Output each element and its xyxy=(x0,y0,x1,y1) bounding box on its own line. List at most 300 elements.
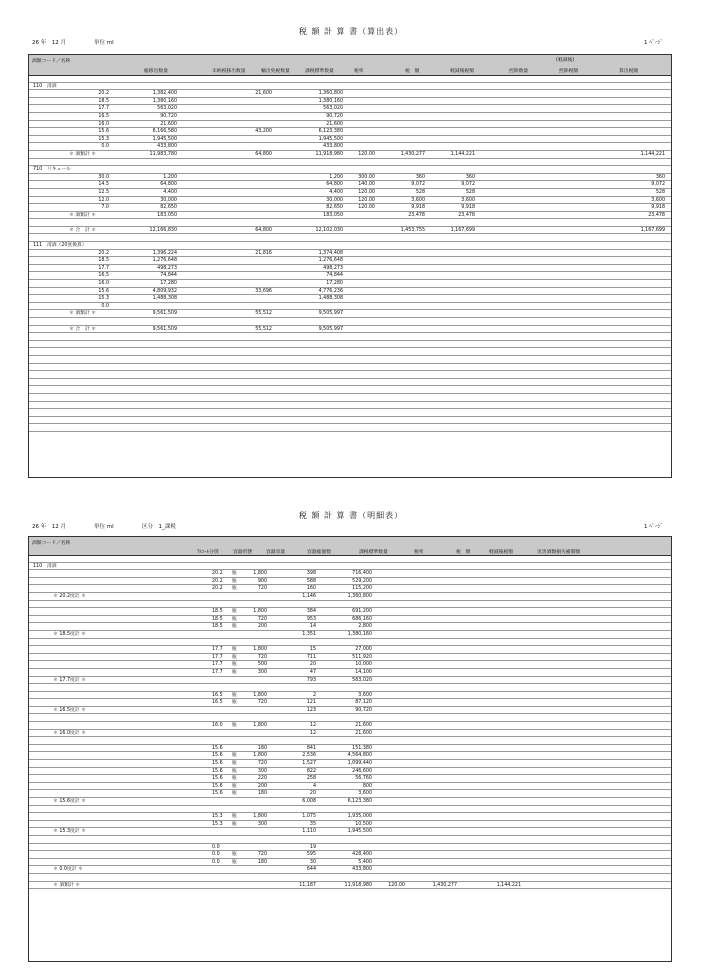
detail-cell: ＊ 15.3度計 ＊ xyxy=(53,829,86,835)
summary-cell: 1,945,500 xyxy=(152,136,177,142)
detail-cell: 47 xyxy=(309,669,316,675)
detail-cell: 720 xyxy=(257,654,267,660)
detail-cell: 瓶 xyxy=(232,753,237,759)
summary-cell: 30.0 xyxy=(98,174,109,180)
detail-cell: 56,760 xyxy=(355,776,372,782)
detail-table-row xyxy=(29,646,671,654)
detail-cell: 30 xyxy=(309,859,316,865)
summary-sheet xyxy=(0,0,702,480)
summary-cell: 563,020 xyxy=(157,106,177,112)
summary-table-row xyxy=(29,280,671,288)
summary-cell: 21,600 xyxy=(160,121,177,127)
summary-table-row xyxy=(29,181,671,189)
detail-cell: 1,800 xyxy=(253,692,267,698)
detail-cell: 10,000 xyxy=(355,662,372,668)
detail-cell: 1,800 xyxy=(253,571,267,577)
summary-cell: 18.5 xyxy=(98,98,109,104)
summary-cell: 16.5 xyxy=(98,273,109,279)
detail-table-row xyxy=(29,555,671,563)
detail-cell: 428,400 xyxy=(352,852,372,858)
summary-cell: 21,600 xyxy=(326,121,343,127)
detail-table-row xyxy=(29,654,671,662)
summary-table xyxy=(28,54,672,478)
detail-year-month: 26 年 12 月 xyxy=(32,524,66,530)
detail-cell: 300 xyxy=(257,768,267,774)
detail-cell: 6,008 xyxy=(302,799,316,804)
detail-cell: 716,400 xyxy=(352,571,372,577)
summary-cell: 16.0 xyxy=(98,121,109,127)
detail-table-row xyxy=(29,768,671,776)
summary-header-col: 輸出免税数量 xyxy=(261,69,290,74)
summary-cell: 74,844 xyxy=(326,273,343,279)
summary-cell: 120.00 xyxy=(358,205,375,211)
summary-cell: 4,400 xyxy=(163,189,177,195)
detail-cell: ＊ 0.0度計 ＊ xyxy=(53,867,83,873)
detail-cell: 1,099,440 xyxy=(347,761,372,767)
summary-cell: 21,816 xyxy=(255,250,272,256)
summary-cell: 0.0 xyxy=(101,303,109,309)
summary-table-body xyxy=(29,75,671,432)
summary-cell: 528 xyxy=(465,189,475,195)
detail-cell: 瓶 xyxy=(232,700,237,706)
detail-header-col: 税 額 xyxy=(456,550,471,555)
summary-cell: 6,123,380 xyxy=(318,129,343,135)
summary-cell: 710 リキュール xyxy=(33,167,71,173)
detail-cell: 691,200 xyxy=(352,609,372,615)
summary-cell: 20.2 xyxy=(98,250,109,256)
detail-table-row xyxy=(29,821,671,829)
detail-table-row xyxy=(29,623,671,631)
detail-table-row xyxy=(29,585,671,593)
summary-cell: 12.0 xyxy=(98,197,109,203)
detail-cell: 1,945,500 xyxy=(347,829,372,835)
summary-table-row xyxy=(29,386,671,394)
detail-cell: 720 xyxy=(257,616,267,622)
detail-cell: 384 xyxy=(306,609,316,615)
detail-table-row xyxy=(29,828,671,836)
detail-table-row xyxy=(29,639,671,647)
summary-cell: 1,396,224 xyxy=(152,250,177,256)
summary-table-row xyxy=(29,250,671,258)
summary-cell: ＊ 酒類計 ＊ xyxy=(69,311,97,317)
detail-cell: ＊ 18.5度計 ＊ xyxy=(53,631,86,637)
detail-table-row xyxy=(29,866,671,874)
detail-cell: 120.00 xyxy=(388,882,405,888)
summary-cell: 1,200 xyxy=(329,174,343,180)
detail-cell: 720 xyxy=(257,700,267,706)
summary-cell: 9,561,509 xyxy=(152,311,177,317)
detail-table-row xyxy=(29,563,671,571)
summary-cell: 82,650 xyxy=(160,205,177,211)
detail-cell: 瓶 xyxy=(232,609,237,615)
summary-cell: 15.3 xyxy=(98,136,109,142)
detail-cell: 900 xyxy=(257,578,267,584)
summary-cell: 528 xyxy=(415,189,425,195)
summary-cell: 1,945,500 xyxy=(318,136,343,142)
detail-category: 区分 1_課税 xyxy=(142,524,176,530)
detail-header-col: 災害酒類損失補償額 xyxy=(537,550,581,555)
summary-table-row xyxy=(29,166,671,174)
detail-cell: 瓶 xyxy=(232,821,237,827)
detail-cell: 20.2 xyxy=(212,571,223,577)
detail-table-row xyxy=(29,570,671,578)
summary-cell: 1,276,648 xyxy=(152,258,177,264)
detail-header-col: 税率 xyxy=(414,550,424,555)
summary-cell: 183,050 xyxy=(323,212,343,218)
detail-cell: 12 xyxy=(309,730,316,736)
summary-header-col: 税 額 xyxy=(405,69,420,74)
summary-cell: 140.00 xyxy=(358,182,375,188)
summary-table-row xyxy=(29,326,671,334)
detail-cell: 800 xyxy=(362,783,372,789)
summary-cell: 7.0 xyxy=(101,205,109,211)
summary-table-header xyxy=(29,55,671,76)
detail-title: 税 額 計 算 書（明細表） xyxy=(298,511,404,520)
detail-cell: 21,600 xyxy=(355,730,372,736)
detail-cell: 200 xyxy=(257,783,267,789)
summary-cell: 1,144,221 xyxy=(450,151,475,157)
detail-header-code-name: 酒類コード／名称 xyxy=(32,541,71,546)
summary-cell: 120.00 xyxy=(358,151,375,157)
summary-cell: 12,102,030 xyxy=(315,227,343,233)
detail-cell: 17.7 xyxy=(212,647,223,653)
summary-cell: 6,166,580 xyxy=(152,129,177,135)
summary-cell: 1,453,755 xyxy=(400,227,425,233)
detail-cell: ＊ 20.2度計 ＊ xyxy=(53,593,86,599)
detail-cell: 511,920 xyxy=(352,654,372,660)
detail-table-row xyxy=(29,714,671,722)
detail-header-col: ｱﾙｺｰﾙ分別 xyxy=(197,550,219,555)
detail-cell: 220 xyxy=(257,776,267,782)
detail-cell: 14,100 xyxy=(355,669,372,675)
summary-cell: 9,072 xyxy=(461,182,475,188)
summary-table-row xyxy=(29,234,671,242)
detail-cell: 瓶 xyxy=(232,578,237,584)
detail-cell: 瓶 xyxy=(232,624,237,630)
detail-table-row xyxy=(29,806,671,814)
detail-cell: 2 xyxy=(312,692,316,698)
detail-table-row xyxy=(29,882,671,890)
summary-cell: 120.00 xyxy=(358,189,375,195)
summary-table-row xyxy=(29,204,671,212)
summary-cell: 4,400 xyxy=(329,189,343,195)
summary-cell: 1,488,308 xyxy=(152,296,177,302)
summary-cell: 1,360,800 xyxy=(318,91,343,97)
summary-header-note: (軽減後) xyxy=(556,58,575,63)
summary-cell: 183,050 xyxy=(157,212,177,218)
summary-cell: 15.6 xyxy=(98,129,109,135)
detail-cell: 433,800 xyxy=(352,867,372,873)
summary-table-row xyxy=(29,219,671,227)
detail-cell: 841 xyxy=(306,745,316,751)
summary-cell: 82,650 xyxy=(326,205,343,211)
detail-cell: 953 xyxy=(306,616,316,622)
detail-cell: 1,800 xyxy=(253,723,267,729)
detail-cell: 瓶 xyxy=(232,662,237,668)
detail-table-row xyxy=(29,859,671,867)
detail-cell: 180 xyxy=(257,859,267,865)
detail-cell: 11,918,980 xyxy=(344,882,372,888)
detail-cell: 20.2 xyxy=(212,578,223,584)
detail-table-body xyxy=(29,555,671,889)
detail-table-row xyxy=(29,601,671,609)
summary-cell: 74,844 xyxy=(160,273,177,279)
summary-cell: 9,505,997 xyxy=(318,311,343,317)
detail-table-row xyxy=(29,661,671,669)
detail-cell: 16.0 xyxy=(212,723,223,729)
summary-header-col: 税率 xyxy=(354,69,364,74)
detail-cell: 瓶 xyxy=(232,859,237,865)
detail-cell: 20.2 xyxy=(212,586,223,592)
summary-cell: 9,072 xyxy=(651,182,665,188)
summary-table-row xyxy=(29,257,671,265)
summary-cell: 360 xyxy=(415,174,425,180)
summary-cell: 360 xyxy=(655,174,665,180)
summary-table-row xyxy=(29,113,671,121)
summary-cell: 15.6 xyxy=(98,288,109,294)
detail-cell: 1,800 xyxy=(253,814,267,820)
summary-cell: 64,800 xyxy=(255,151,272,157)
summary-table-row xyxy=(29,288,671,296)
detail-cell: 4,564,800 xyxy=(347,753,372,759)
detail-cell: 151,380 xyxy=(352,745,372,751)
summary-cell: ＊ 合 計 ＊ xyxy=(69,326,97,332)
detail-header-col: 課税標準数量 xyxy=(359,550,388,555)
detail-cell: 2,536 xyxy=(302,753,316,759)
summary-cell: 9,505,997 xyxy=(318,326,343,332)
summary-cell: 360 xyxy=(465,174,475,180)
summary-page-number: 1 ﾍﾟｰｼﾞ xyxy=(644,40,663,46)
detail-table-row xyxy=(29,677,671,685)
detail-cell: 1,800 xyxy=(253,609,267,615)
detail-cell: 27,000 xyxy=(355,647,372,653)
detail-cell: 3,600 xyxy=(358,692,372,698)
detail-cell: 15.6 xyxy=(212,791,223,797)
detail-table-row xyxy=(29,593,671,601)
summary-header-col: 控除数量 xyxy=(509,69,529,74)
summary-table-row xyxy=(29,265,671,273)
detail-cell: 529,200 xyxy=(352,578,372,584)
summary-cell: 64,800 xyxy=(255,227,272,233)
detail-table-row xyxy=(29,851,671,859)
detail-cell: 16.5 xyxy=(212,700,223,706)
summary-table-row xyxy=(29,75,671,83)
summary-header-code-name: 酒類コード／名称 xyxy=(32,59,71,64)
detail-cell: 瓶 xyxy=(232,571,237,577)
detail-table-row xyxy=(29,844,671,852)
detail-cell: 14 xyxy=(309,624,316,630)
detail-table-row xyxy=(29,737,671,745)
summary-cell: 15.3 xyxy=(98,296,109,302)
summary-cell: 1,380,160 xyxy=(152,98,177,104)
detail-table-row xyxy=(29,752,671,760)
detail-cell: 20 xyxy=(309,791,316,797)
detail-cell: 398 xyxy=(306,571,316,577)
summary-table-row xyxy=(29,356,671,364)
detail-table xyxy=(28,536,672,962)
summary-unit: 単位 ml xyxy=(94,40,114,46)
detail-cell: 595 xyxy=(306,852,316,858)
detail-cell: 90,720 xyxy=(355,707,372,713)
summary-cell: 433,800 xyxy=(157,144,177,150)
detail-cell: 115,200 xyxy=(352,586,372,592)
detail-table-row xyxy=(29,684,671,692)
detail-cell: 1,146 xyxy=(302,593,316,599)
detail-cell: 300 xyxy=(257,821,267,827)
detail-unit: 単位 ml xyxy=(94,524,114,530)
detail-cell: 123 xyxy=(306,707,316,713)
detail-table-row xyxy=(29,578,671,586)
detail-cell: ＊ 16.0度計 ＊ xyxy=(53,730,86,736)
detail-header-col: 軽減後税額 xyxy=(489,550,513,555)
summary-cell: 17.7 xyxy=(98,265,109,271)
summary-table-row xyxy=(29,189,671,197)
detail-table-row xyxy=(29,760,671,768)
detail-cell: 87,120 xyxy=(355,700,372,706)
detail-cell: 180 xyxy=(257,745,267,751)
detail-cell: 686,160 xyxy=(352,616,372,622)
summary-table-row xyxy=(29,348,671,356)
detail-cell: 瓶 xyxy=(232,616,237,622)
summary-table-row xyxy=(29,303,671,311)
detail-table-row xyxy=(29,775,671,783)
summary-title: 税 額 計 算 書（算出表） xyxy=(298,27,404,36)
summary-cell: 23,478 xyxy=(408,212,425,218)
detail-cell: 0.0 xyxy=(212,852,220,858)
detail-cell: 11,187 xyxy=(299,882,316,888)
detail-cell: 16.5 xyxy=(212,692,223,698)
summary-cell: 4,809,932 xyxy=(152,288,177,294)
detail-cell: 2,800 xyxy=(358,624,372,630)
summary-header-col: 控除税額 xyxy=(559,69,579,74)
summary-cell: 9,561,509 xyxy=(152,326,177,332)
summary-table-row xyxy=(29,402,671,410)
summary-cell: 1,200 xyxy=(163,174,177,180)
detail-cell: 15 xyxy=(309,647,316,653)
detail-cell: ＊ 酒類計 ＊ xyxy=(53,882,81,888)
detail-cell: 20 xyxy=(309,662,316,668)
detail-cell: ＊ 16.5度計 ＊ xyxy=(53,707,86,713)
summary-table-row xyxy=(29,272,671,280)
detail-cell: 1,430,277 xyxy=(432,882,457,888)
detail-cell: 300 xyxy=(257,669,267,675)
detail-table-row xyxy=(29,874,671,882)
detail-cell: 15.6 xyxy=(212,783,223,789)
detail-cell: 瓶 xyxy=(232,647,237,653)
summary-table-row xyxy=(29,151,671,159)
summary-cell: ＊ 酒類計 ＊ xyxy=(69,212,97,218)
summary-table-row xyxy=(29,318,671,326)
detail-cell: 0.0 xyxy=(212,859,220,865)
detail-cell: 瓶 xyxy=(232,654,237,660)
detail-table-row xyxy=(29,692,671,700)
summary-cell: 17,280 xyxy=(160,281,177,287)
detail-cell: 瓶 xyxy=(232,783,237,789)
summary-cell: 64,800 xyxy=(326,182,343,188)
summary-cell: 9,918 xyxy=(411,205,425,211)
summary-table-row xyxy=(29,159,671,167)
summary-cell: 498,273 xyxy=(157,265,177,271)
detail-cell: 4 xyxy=(312,783,316,789)
detail-cell: 1,935,000 xyxy=(347,814,372,820)
summary-cell: 16.5 xyxy=(98,113,109,119)
summary-cell: 1,382,400 xyxy=(152,91,177,97)
summary-table-row xyxy=(29,333,671,341)
summary-cell: 16.0 xyxy=(98,281,109,287)
detail-table-row xyxy=(29,631,671,639)
detail-table-row xyxy=(29,608,671,616)
detail-cell: 3,600 xyxy=(358,791,372,797)
summary-cell: 1,144,221 xyxy=(640,151,665,157)
summary-cell: 11,983,780 xyxy=(149,151,177,157)
summary-cell: 17,280 xyxy=(326,281,343,287)
detail-table-row xyxy=(29,730,671,738)
summary-cell: 30,000 xyxy=(326,197,343,203)
summary-cell: 1,276,648 xyxy=(318,258,343,264)
detail-cell: 110 清酒 xyxy=(33,563,57,569)
summary-table-row xyxy=(29,143,671,151)
detail-table-row xyxy=(29,836,671,844)
summary-cell: 21,600 xyxy=(255,91,272,97)
summary-table-row xyxy=(29,424,671,432)
summary-cell: 9,072 xyxy=(411,182,425,188)
summary-cell: 43,200 xyxy=(255,129,272,135)
detail-table-row xyxy=(29,699,671,707)
detail-cell: 822 xyxy=(306,768,316,774)
detail-cell: 160 xyxy=(306,586,316,592)
detail-cell: 1,527 xyxy=(302,761,316,767)
summary-header-col: 総移出数量 xyxy=(144,69,168,74)
summary-table-row xyxy=(29,371,671,379)
detail-table-row xyxy=(29,813,671,821)
detail-cell: ＊ 15.6度計 ＊ xyxy=(53,799,86,804)
detail-cell: 6,123,380 xyxy=(347,799,372,804)
summary-table-row xyxy=(29,242,671,250)
summary-cell: 30,000 xyxy=(160,197,177,203)
summary-header-col: 未納税移出数量 xyxy=(212,69,246,74)
summary-header-col: 軽減後税額 xyxy=(450,69,474,74)
summary-cell: 17.7 xyxy=(98,106,109,112)
detail-cell: 15.6 xyxy=(212,753,223,759)
detail-cell: 瓶 xyxy=(232,669,237,675)
detail-cell: 500 xyxy=(257,662,267,668)
summary-cell: 90,720 xyxy=(326,113,343,119)
detail-cell: 瓶 xyxy=(232,791,237,797)
summary-table-row xyxy=(29,379,671,387)
summary-cell: 1,430,277 xyxy=(400,151,425,157)
summary-cell: 33,696 xyxy=(255,288,272,294)
summary-table-row xyxy=(29,90,671,98)
detail-cell: 246,600 xyxy=(352,768,372,774)
detail-cell: 588 xyxy=(306,578,316,584)
detail-cell: 18.5 xyxy=(212,609,223,615)
summary-cell: ＊ 合 計 ＊ xyxy=(69,227,97,233)
summary-header-col: 算出税額 xyxy=(619,69,639,74)
detail-cell: 258 xyxy=(306,776,316,782)
summary-cell: 64,800 xyxy=(160,182,177,188)
summary-cell: ＊ 酒類計 ＊ xyxy=(69,151,97,157)
detail-cell: 18.5 xyxy=(212,616,223,622)
detail-cell: 720 xyxy=(257,586,267,592)
summary-table-row xyxy=(29,105,671,113)
detail-cell: 17.7 xyxy=(212,662,223,668)
detail-cell: 0.0 xyxy=(212,844,220,850)
summary-header-col: 課税標準数量 xyxy=(305,69,334,74)
detail-table-row xyxy=(29,790,671,798)
summary-cell: 55,512 xyxy=(255,326,272,332)
detail-table-row xyxy=(29,707,671,715)
summary-cell: 1,488,308 xyxy=(318,296,343,302)
